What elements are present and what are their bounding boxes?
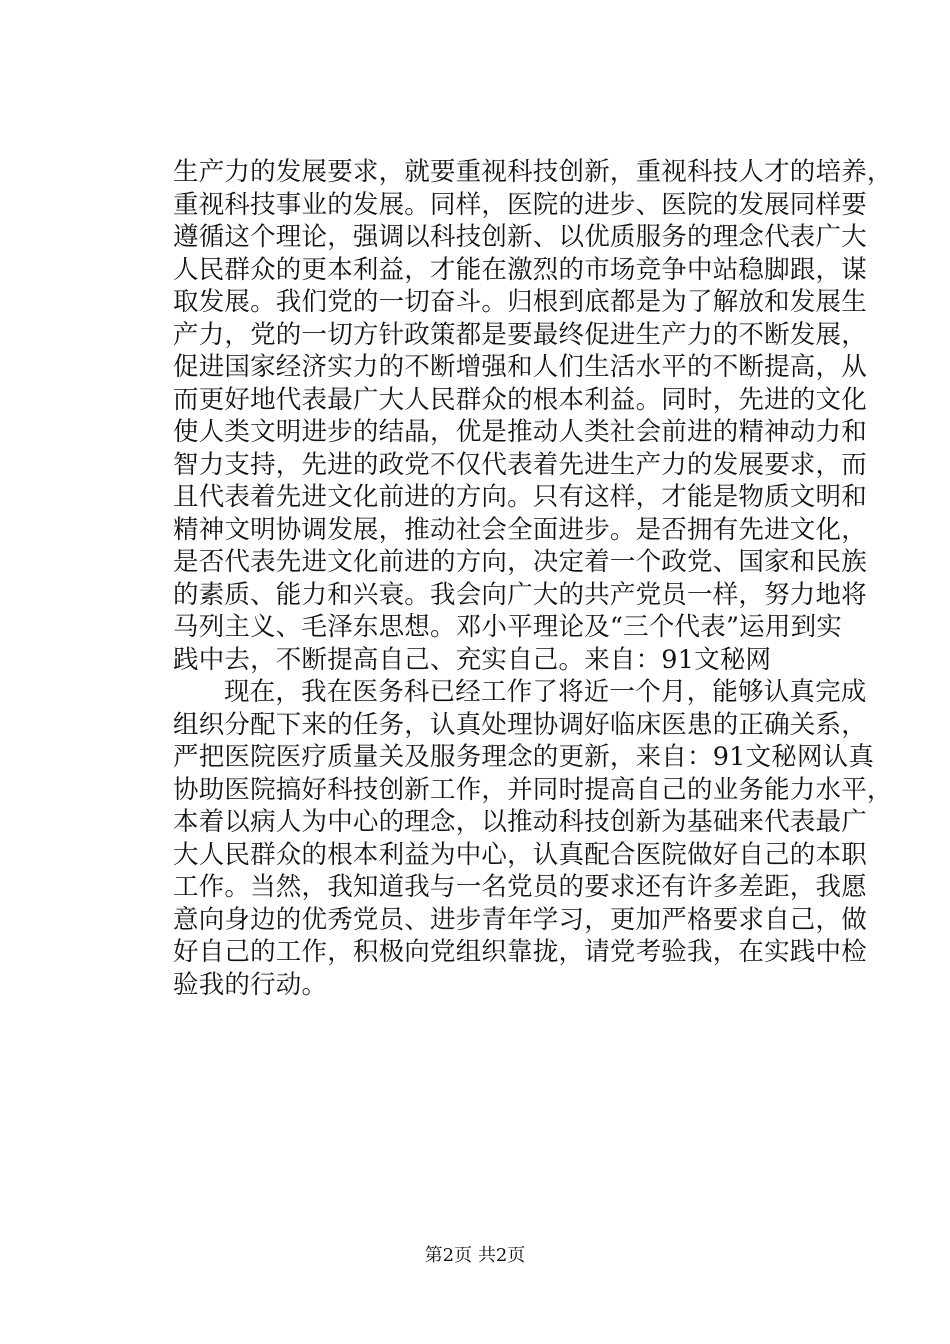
text-line: 验我的行动。 (173, 969, 328, 1000)
text-line: 遵循这个理论，强调以科技创新、以优质服务的理念代表广大 (173, 222, 867, 252)
page-number-footer: 第2页 共2页 (424, 1245, 526, 1266)
text-line: 精神文明协调发展，推动社会全面进步。是否拥有先进文化， (173, 514, 867, 545)
text-line: 人民群众的更本利益，才能在激烈的市场竞争中站稳脚跟，谋 (173, 254, 867, 285)
text-line: 协助医院搞好科技创新工作，并同时提高自己的业务能力水平， (173, 774, 893, 805)
text-line: 践中去，不断提高自己、充实自己。来自：91文秘网 (173, 644, 772, 675)
text-line: 本着以病人为中心的理念，以推动科技创新为基础来代表最广 (173, 807, 867, 837)
document-body (173, 156, 893, 1001)
text-line: 取发展。我们党的一切奋斗。归根到底都是为了解放和发展生 (173, 287, 867, 317)
text-line: 且代表着先进文化前进的方向。只有这样，才能是物质文明和 (173, 482, 867, 512)
text-line: 重视科技事业的发展。同样，医院的进步、医院的发展同样要 (173, 189, 867, 220)
text-line: 马列主义、毛泽东思想。邓小平理论及“三个代表”运用到实 (173, 612, 842, 642)
text-line: 促进国家经济实力的不断增强和人们生活水平的不断提高，从 (173, 352, 867, 382)
text-line: 的素质、能力和兴衰。我会向广大的共产党员一样，努力地将 (173, 579, 867, 610)
text-line: 大人民群众的根本利益为中心，认真配合医院做好自己的本职 (173, 839, 867, 870)
text-line: 使人类文明进步的结晶，优是推动人类社会前进的精神动力和 (173, 417, 867, 447)
text-line: 智力支持，先进的政党不仅代表着先进生产力的发展要求，而 (173, 449, 867, 480)
text-line: 组织分配下来的任务，认真处理协调好临床医患的正确关系， (173, 709, 867, 740)
text-line: 而更好地代表最广大人民群众的根本利益。同时，先进的文化 (173, 384, 867, 415)
text-line: 意向身边的优秀党员、进步青年学习，更加严格要求自己，做 (173, 904, 867, 935)
text-line: 生产力的发展要求，就要重视科技创新，重视科技人才的培养， (173, 157, 893, 187)
text-line: 严把医院医疗质量关及服务理念的更新，来自：91文秘网认真 (173, 742, 875, 772)
paragraph-start-line: 现在，我在医务科已经工作了将近一个月，能够认真完成 (224, 677, 867, 707)
text-line: 是否代表先进文化前进的方向，决定着一个政党、国家和民族 (173, 547, 867, 577)
text-line: 好自己的工作，积极向党组织靠拢，请党考验我，在实践中检 (173, 937, 867, 967)
text-line: 工作。当然，我知道我与一名党员的要求还有许多差距，我愿 (173, 872, 867, 902)
text-line: 产力，党的一切方针政策都是要最终促进生产力的不断发展， (173, 319, 867, 350)
